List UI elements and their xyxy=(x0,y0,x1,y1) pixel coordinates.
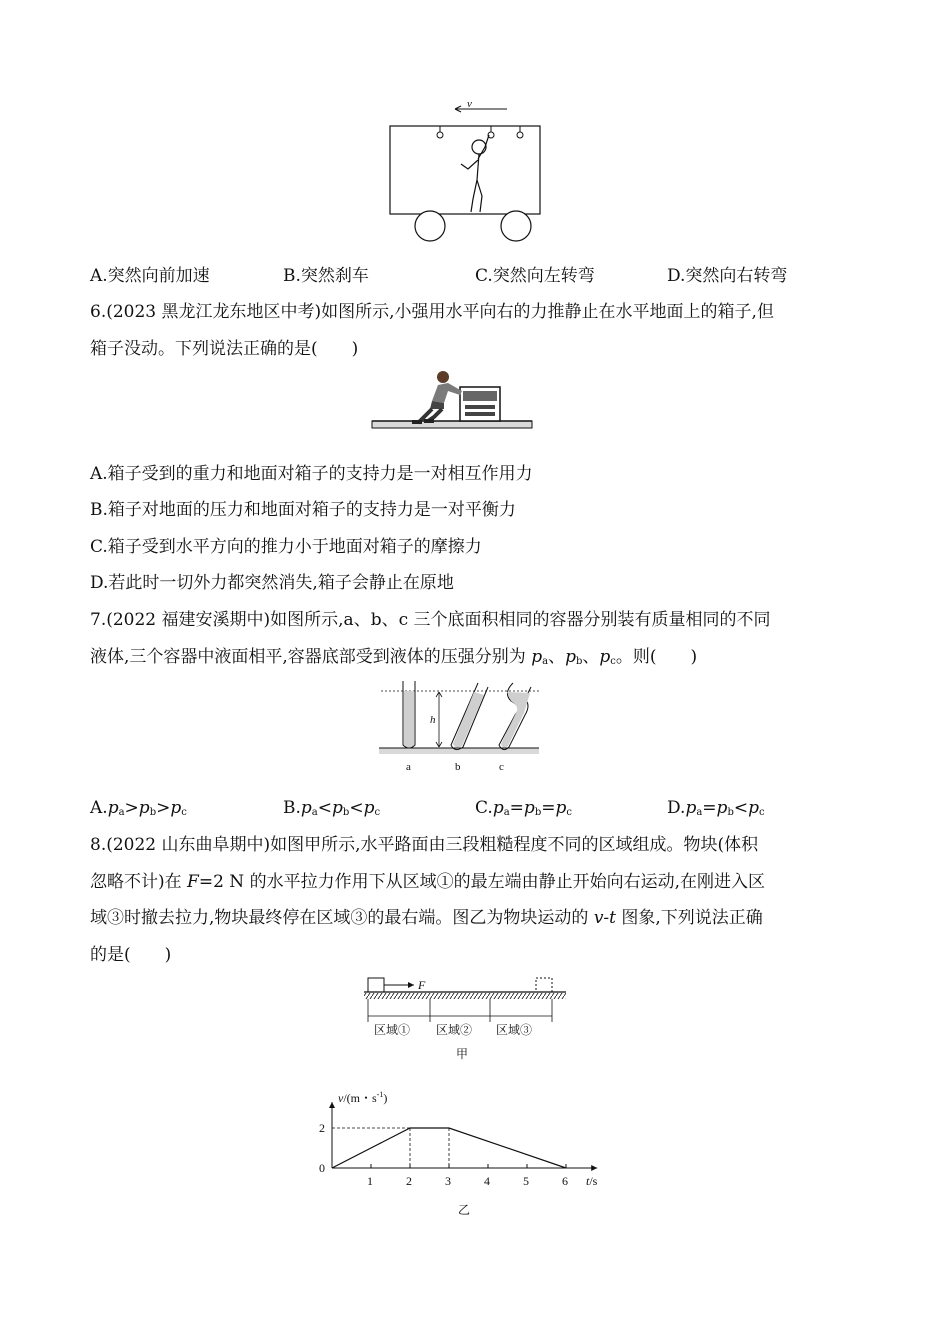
vt-chart-yi xyxy=(310,1080,620,1220)
q5-option-b: B.突然刹车 xyxy=(283,266,369,286)
x-tick-label: 6 xyxy=(562,1174,568,1188)
h-label: h xyxy=(430,714,436,726)
q7-d-p1: p xyxy=(685,798,697,818)
q7-b-op2: < xyxy=(349,798,364,818)
q7-d-p2: p xyxy=(716,798,728,818)
q5-option-a: A.突然向前加速 xyxy=(90,266,210,286)
q8-line3-vt: v-t xyxy=(593,908,616,928)
q7-b-p2: p xyxy=(332,798,343,818)
q7-option-d xyxy=(667,797,765,824)
q7-d-p3: p xyxy=(748,798,759,818)
q7-a-p3: p xyxy=(170,798,182,818)
q7-sep2: 、 xyxy=(582,647,600,667)
q6-stem-line1: 6.(2023 黑龙江龙东地区中考)如图所示,小强用水平向右的力推静止在水平地面上的箱子,但 xyxy=(90,302,774,322)
y-tick-label: 2 xyxy=(319,1121,325,1135)
q7-a-s2: b xyxy=(149,807,157,818)
q8-line2-b: =2 N 的水平拉力作用下从区域①的最左端由静止开始向右运动,在刚进入区 xyxy=(198,872,765,892)
box-push-figure xyxy=(370,365,535,437)
q6-option-d: D.若此时一切外力都突然消失,箱子会静止在原地 xyxy=(90,573,454,593)
q8-stem-line3 xyxy=(90,907,763,929)
region-1-label: 区域① xyxy=(374,1023,411,1037)
bus-figure xyxy=(385,95,550,245)
q8-stem-line1: 8.(2022 山东曲阜期中)如图甲所示,水平路面由三段粗糙程度不同的区域组成。物块(体积 xyxy=(90,835,759,855)
q7-stem-prefix: 液体,三个容器中液面相平,容器底部受到液体的压强分别为 xyxy=(90,647,532,667)
x-tick-label: 5 xyxy=(523,1174,529,1188)
x-axis-arrow xyxy=(591,1165,597,1171)
q7-c-p2: p xyxy=(523,798,535,818)
q6-option-a: A.箱子受到的重力和地面对箱子的支持力是一对相互作用力 xyxy=(90,464,533,484)
q7-c-s2: b xyxy=(534,807,542,818)
q7-b-s3: c xyxy=(374,807,381,818)
q7-stem-line2 xyxy=(90,646,697,673)
y-tick-label: 0 xyxy=(319,1161,325,1175)
q7-p-a: p xyxy=(531,647,543,667)
q7-d-s3: c xyxy=(758,807,765,818)
container-label-c: c xyxy=(499,761,504,773)
q8-line2-f: F xyxy=(187,872,199,892)
x-tick-label: 4 xyxy=(484,1174,490,1188)
q7-a-s3: c xyxy=(181,807,187,818)
figure-caption-yi: 乙 xyxy=(458,1203,471,1217)
x-axis-label: t/s xyxy=(586,1174,598,1188)
q7-sub-a: a xyxy=(542,656,549,667)
y-axis-label: v/(m・$s^{-1}$) xyxy=(338,1090,388,1105)
figure-caption-jia: 甲 xyxy=(456,1047,469,1061)
q7-b-op1: < xyxy=(317,798,333,818)
q7-c-s1: a xyxy=(503,807,510,818)
q7-d-op1: = xyxy=(702,798,717,818)
force-label: F xyxy=(418,978,426,992)
q7-option-c xyxy=(475,797,572,824)
q7-a-op1: > xyxy=(124,798,139,818)
x-tick-label: 3 xyxy=(445,1174,451,1188)
q7-sep1: 、 xyxy=(548,647,566,667)
q8-line3-a: 域③时撤去拉力,物块最终停在区域③的最右端。图乙为物块运动的 xyxy=(90,908,594,928)
q7-a-p2: p xyxy=(138,798,150,818)
q7-sub-b: b xyxy=(575,656,583,667)
velocity-label: v xyxy=(467,98,472,110)
q7-option-b xyxy=(283,797,380,824)
q7-a-s1: a xyxy=(118,807,125,818)
q7-c-p1: p xyxy=(492,798,504,818)
q5-option-d: D.突然向右转弯 xyxy=(667,266,788,286)
region-2-label: 区域② xyxy=(436,1023,473,1037)
q7-d-prefix: D. xyxy=(667,798,686,818)
q5-option-c: C.突然向左转弯 xyxy=(475,266,595,286)
q7-c-p3: p xyxy=(555,798,567,818)
q7-c-s3: c xyxy=(566,807,572,818)
q7-d-op2: < xyxy=(733,798,749,818)
q8-line2-a: 忽略不计)在 xyxy=(90,872,188,892)
container-label-b: b xyxy=(455,761,461,773)
q7-c-op2: = xyxy=(541,798,556,818)
q6-stem-line2: 箱子没动。下列说法正确的是( ) xyxy=(90,339,359,359)
q7-b-prefix: B. xyxy=(283,798,301,818)
q7-b-p1: p xyxy=(300,798,312,818)
q7-option-a xyxy=(90,797,187,824)
q7-c-op1: = xyxy=(509,798,524,818)
q8-stem-line2 xyxy=(90,871,765,893)
q7-sub-c: c xyxy=(610,656,616,667)
q7-d-s1: a xyxy=(696,807,703,818)
q6-option-c: C.箱子受到水平方向的推力小于地面对箱子的摩擦力 xyxy=(90,537,482,557)
q7-p-c: p xyxy=(599,647,611,667)
q6-option-b: B.箱子对地面的压力和地面对箱子的支持力是一对平衡力 xyxy=(90,500,516,520)
q8-stem-line4: 的是( ) xyxy=(90,945,172,965)
q7-a-p1: p xyxy=(107,798,119,818)
q7-stem-suffix: 。则( ) xyxy=(615,647,698,667)
q8-line3-b: 图象,下列说法正确 xyxy=(616,908,763,928)
q7-p-b: p xyxy=(565,647,576,667)
q7-b-p3: p xyxy=(363,798,375,818)
q7-a-prefix: A. xyxy=(90,798,108,818)
q7-c-prefix: C. xyxy=(475,798,493,818)
containers-figure xyxy=(375,675,545,775)
q7-a-op2: > xyxy=(156,798,171,818)
x-tick-label: 1 xyxy=(367,1174,373,1188)
container-label-a: a xyxy=(406,761,411,773)
x-tick-label: 2 xyxy=(406,1174,412,1188)
q7-b-s1: a xyxy=(311,807,318,818)
q7-d-s2: b xyxy=(727,807,734,818)
q7-b-s2: b xyxy=(342,807,350,818)
q7-stem-line1: 7.(2022 福建安溪期中)如图所示,a、b、c 三个底面积相同的容器分别装有质量相同的不同 xyxy=(90,610,771,630)
road-figure-jia xyxy=(360,972,570,1064)
region-3-label: 区域③ xyxy=(496,1023,533,1037)
y-axis-arrow xyxy=(329,1102,335,1108)
